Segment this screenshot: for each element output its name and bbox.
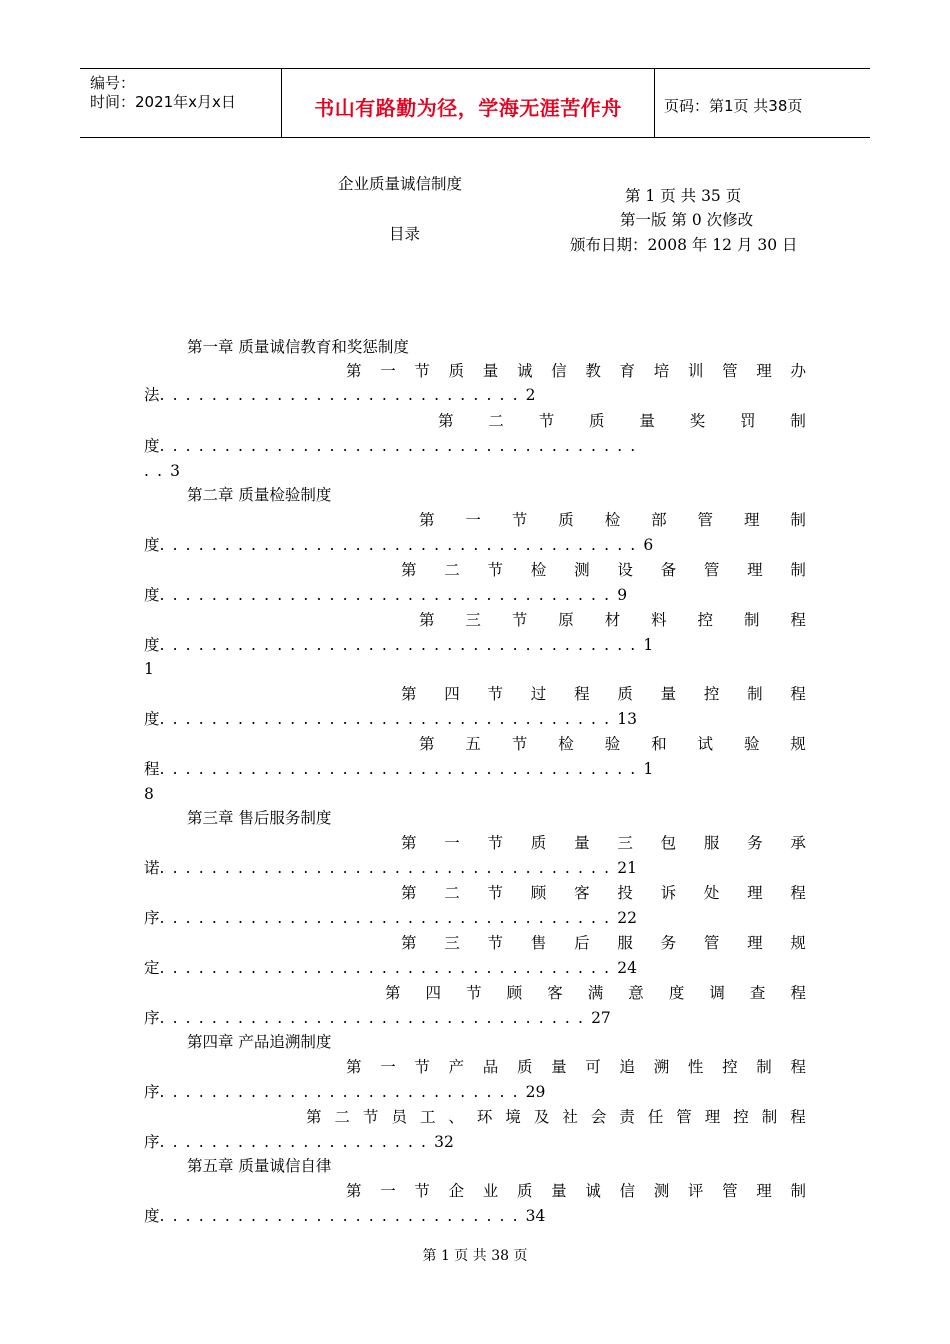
toc-section-2-1: 第 一 节 质 检 部 管 理 制 bbox=[419, 511, 806, 529]
toc-section-3-1: 第 一 节 质 量 三 包 服 务 承 bbox=[401, 834, 806, 852]
toc-leader-2-5: 程.....................................1 bbox=[144, 760, 654, 778]
header-motto: 书山有路勤为径，学海无涯苦作舟 bbox=[314, 96, 622, 120]
toc-leader-1-2-cont: ..3 bbox=[144, 462, 181, 480]
toc-section-3-4: 第 四 节 顾 客 满 意 度 调 查 程 bbox=[385, 984, 806, 1002]
toc-section-2-2: 第 二 节 检 测 设 备 管 理 制 bbox=[401, 561, 806, 579]
toc-leader-2-3: 度.....................................1 bbox=[144, 636, 654, 654]
toc-leader-3-2: 序...................................22 bbox=[144, 909, 637, 927]
toc-section-1-2: 第 二 节 质 量 奖 罚 制 bbox=[438, 412, 806, 430]
toc-section-4-2: 第 二 节 员 工 、 环 境 及 社 会 责 任 管 理 控 制 程 bbox=[306, 1108, 806, 1126]
toc-leader-2-4: 度...................................13 bbox=[144, 710, 637, 728]
toc-chapter-2: 第二章 质量检验制度 bbox=[187, 486, 332, 504]
toc-section-3-3: 第 三 节 售 后 服 务 管 理 规 bbox=[401, 934, 806, 952]
document-page-line: 第 1 页 共 35 页 bbox=[625, 187, 742, 205]
toc-section-2-3: 第 三 节 原 材 料 控 制 程 bbox=[419, 611, 806, 629]
toc-leader-4-2: 序.....................32 bbox=[144, 1133, 454, 1151]
header-meta-cell bbox=[80, 69, 281, 137]
toc-chapter-4: 第四章 产品追溯制度 bbox=[187, 1033, 332, 1051]
header-motto-cell bbox=[281, 69, 655, 137]
toc-section-4-1: 第 一 节 产 品 质 量 可 追 溯 性 控 制 程 bbox=[346, 1058, 806, 1076]
toc-leader-3-4: 序.................................27 bbox=[144, 1009, 611, 1027]
toc-leader-2-3-cont: 1 bbox=[144, 660, 154, 678]
document-version-line: 第一版 第 0 次修改 bbox=[620, 211, 754, 229]
toc-section-2-5: 第 五 节 检 验 和 试 验 规 bbox=[419, 735, 806, 753]
toc-leader-1-1: 法............................2 bbox=[144, 386, 536, 404]
toc-section-2-4: 第 四 节 过 程 质 量 控 制 程 bbox=[401, 685, 806, 703]
document-date-line: 颁布日期：2008 年 12 月 30 日 bbox=[570, 236, 798, 254]
toc-leader-4-1: 序............................29 bbox=[144, 1083, 546, 1101]
document-time-label: 时间：2021年x月x日 bbox=[90, 93, 236, 111]
toc-leader-2-1: 度.....................................6 bbox=[144, 536, 654, 554]
toc-section-3-2: 第 二 节 顾 客 投 诉 处 理 程 bbox=[401, 884, 806, 902]
toc-leader-3-1: 诺...................................21 bbox=[144, 859, 637, 877]
toc-chapter-5: 第五章 质量诚信自律 bbox=[187, 1157, 332, 1175]
page-footer: 第 1 页 共 38 页 bbox=[422, 1248, 528, 1264]
page-header bbox=[80, 68, 870, 138]
header-page-info: 页码：第1页 共38页 bbox=[664, 97, 803, 115]
toc-section-1-1: 第 一 节 质 量 诚 信 教 育 培 训 管 理 办 bbox=[346, 362, 806, 380]
document-number-label: 编号： bbox=[90, 74, 136, 92]
toc-leader-2-2: 度...................................9 bbox=[144, 586, 628, 604]
toc-section-5-1: 第 一 节 企 业 质 量 诚 信 测 评 管 理 制 bbox=[346, 1182, 806, 1200]
toc-leader-1-2: 度..................................... bbox=[144, 437, 644, 455]
toc-heading: 目录 bbox=[389, 225, 421, 243]
toc-chapter-1: 第一章 质量诚信教育和奖惩制度 bbox=[187, 338, 409, 356]
header-page-cell bbox=[654, 69, 870, 137]
document-title: 企业质量诚信制度 bbox=[338, 175, 463, 193]
toc-leader-3-3: 定...................................24 bbox=[144, 959, 637, 977]
toc-leader-5-1: 度............................34 bbox=[144, 1207, 546, 1225]
toc-chapter-3: 第三章 售后服务制度 bbox=[187, 809, 332, 827]
toc-leader-2-5-cont: 8 bbox=[144, 785, 154, 803]
